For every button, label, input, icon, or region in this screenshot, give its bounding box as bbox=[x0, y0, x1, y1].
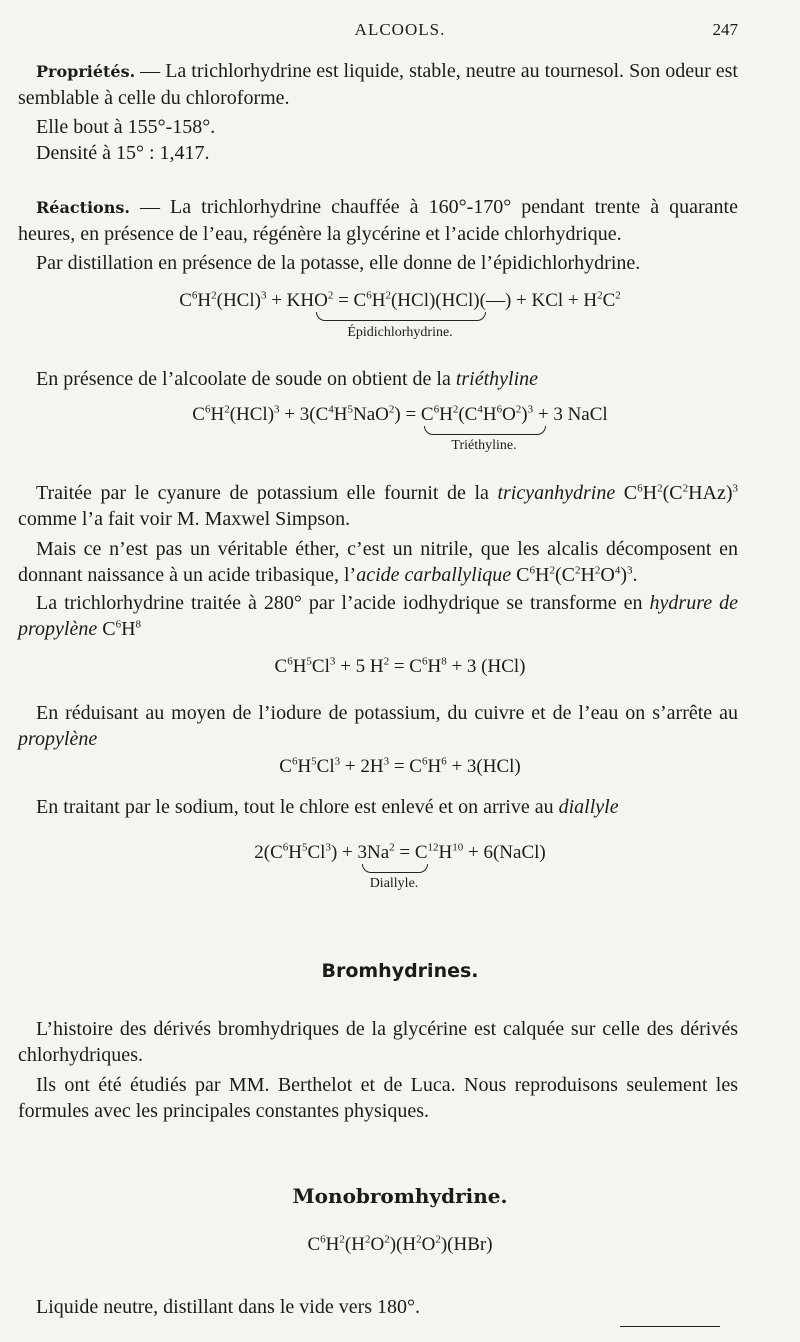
term-propylene: propylène bbox=[18, 728, 98, 750]
paragraph-nitrile: Mais ce n’est pas un véritable éther, c’est un nitrile, que les alcalis décomposent en donnant naissance à un acide tribasique, l’acide carballylique $C^6H^2(C^2H^2O^4)^3$. bbox=[18, 538, 738, 586]
equation-label: Triéthyline. bbox=[451, 438, 517, 453]
paragraph-berthelot: Ils ont été étudiés par MM. Berthelot et de Luca. Nous reproduisons seulement les formules avec les principales constantes physiques. bbox=[18, 1074, 738, 1122]
term-diallyle: diallyle bbox=[558, 796, 619, 818]
paragraph-tricyanhydrine: Traitée par le cyanure de potassium elle fournit de la tricyanhydrine $C^6H^2(C^2HAz)^3$ comme l’a fait voir M. Maxwel Simpson. bbox=[18, 482, 739, 530]
paragraph-density: Densité à 15° : 1,417. bbox=[36, 142, 210, 164]
term-triethyline: triéthyline bbox=[455, 368, 539, 390]
paragraph-text: En réduisant au moyen de l’iodure de potassium, du cuivre et de l’eau on s’arrête au bbox=[36, 702, 738, 724]
equation-triethyline: $C^6H^2(HCl)^3 + 3(C^4H^5NaO^2) = C^6H^2(C^4H^6O^2)^3 + 3$ NaCl bbox=[192, 403, 608, 425]
running-header bbox=[0, 20, 800, 46]
equation-label: Épidichlorhydrine. bbox=[347, 325, 453, 340]
running-title: ALCOOLS. bbox=[354, 20, 446, 39]
equation-propylene: $C^6H^5Cl^3 + 2H^3 = C^6H^6 + 3(HCl)$ bbox=[279, 755, 521, 777]
paragraph-text: Mais ce n’est pas un véritable éther, c’est un nitrile, que les alcalis décomposent en donnant naissance à un acide tribasique, l’ bbox=[18, 538, 738, 586]
equation-label: Diallyle. bbox=[369, 876, 419, 891]
paragraph-properties bbox=[18, 58, 738, 111]
paragraph-triethyline bbox=[18, 366, 738, 392]
paragraph-text: En traitant par le sodium, tout le chlore est enlevé et on arrive au bbox=[36, 796, 559, 818]
underbrace bbox=[362, 864, 428, 873]
paragraph-text: Traitée par le cyanure de potassium elle fournit de la bbox=[36, 482, 498, 504]
section-heading-bromhydrines: Bromhydrines. bbox=[321, 960, 479, 982]
paragraph-distillation: Par distillation en présence de la potasse, elle donne de l’épidichlorhydrine. bbox=[36, 252, 641, 274]
paragraph-reactions bbox=[18, 194, 738, 247]
section-heading-monobromhydrine: Monobromhydrine. bbox=[292, 1184, 508, 1208]
page-end-rule bbox=[620, 1326, 720, 1327]
lead-reactions: Réactions. bbox=[36, 198, 130, 217]
equation-hydrure: $C^6H^5Cl^3 + 5$ $H^2 = C^6H^8 + 3$ (HCl) bbox=[274, 655, 526, 677]
paragraph-boiling: Elle bout à 155°-158°. bbox=[36, 116, 216, 138]
underbrace bbox=[316, 312, 486, 321]
paragraph-text: En présence de l’alcoolate de soude on obtient de la bbox=[36, 368, 456, 390]
paragraph-diallyle bbox=[18, 794, 738, 820]
paragraph-text: comme l’a fait voir M. Maxwel Simpson. bbox=[18, 508, 351, 530]
underbrace bbox=[424, 426, 546, 435]
equation-monobromhydrine: $C^6H^2(H^2O^2)(H^2O^2)(HBr)$ bbox=[307, 1233, 493, 1255]
paragraph-text: La trichlorhydrine traitée à 280° par l’acide iodhydrique se transforme en bbox=[36, 592, 650, 614]
term-hydrure-de-propylene: hydrure de propylène bbox=[18, 592, 738, 640]
paragraph-text: — La trichlorhydrine chauffée à 160°-170° pendant trente à quarante heures, en présence de l’eau, régénère la glycérine et l’acide chlorhydrique. bbox=[18, 196, 738, 245]
term-acide-carballylique: acide carballylique bbox=[356, 564, 512, 586]
paragraph-bromhydriques: L’histoire des dérivés bromhydriques de la glycérine est calquée sur celle des dérivés chlorhydriques. bbox=[18, 1018, 738, 1066]
equation-epidichlorhydrine: $C^6H^2(HCl)^3 + KHO^2$ = $C^6H^2(HCl)(HCl)(—)$ + KCl + $H^2C^2$ bbox=[179, 289, 621, 311]
paragraph-hydrure: La trichlorhydrine traitée à 280° par l’acide iodhydrique se transforme en hydrure de propylène $C^6H^8$ bbox=[18, 592, 738, 640]
page-number: 247 bbox=[712, 20, 738, 39]
lead-properties: Propriétés. bbox=[36, 62, 136, 81]
term-tricyanhydrine: tricyanhydrine bbox=[497, 482, 616, 504]
paragraph-liquide-neutre: Liquide neutre, distillant dans le vide vers 180°. bbox=[36, 1296, 421, 1318]
paragraph-text: — La trichlorhydrine est liquide, stable, neutre au tournesol. Son odeur est semblable à celle du chloroforme. bbox=[18, 60, 738, 109]
paragraph-propylene bbox=[18, 700, 738, 752]
equation-diallyle: $2(C^6H^5Cl^3) + 3Na^2 = C^{12}H^{10}$ + 6(NaCl) bbox=[254, 841, 546, 863]
